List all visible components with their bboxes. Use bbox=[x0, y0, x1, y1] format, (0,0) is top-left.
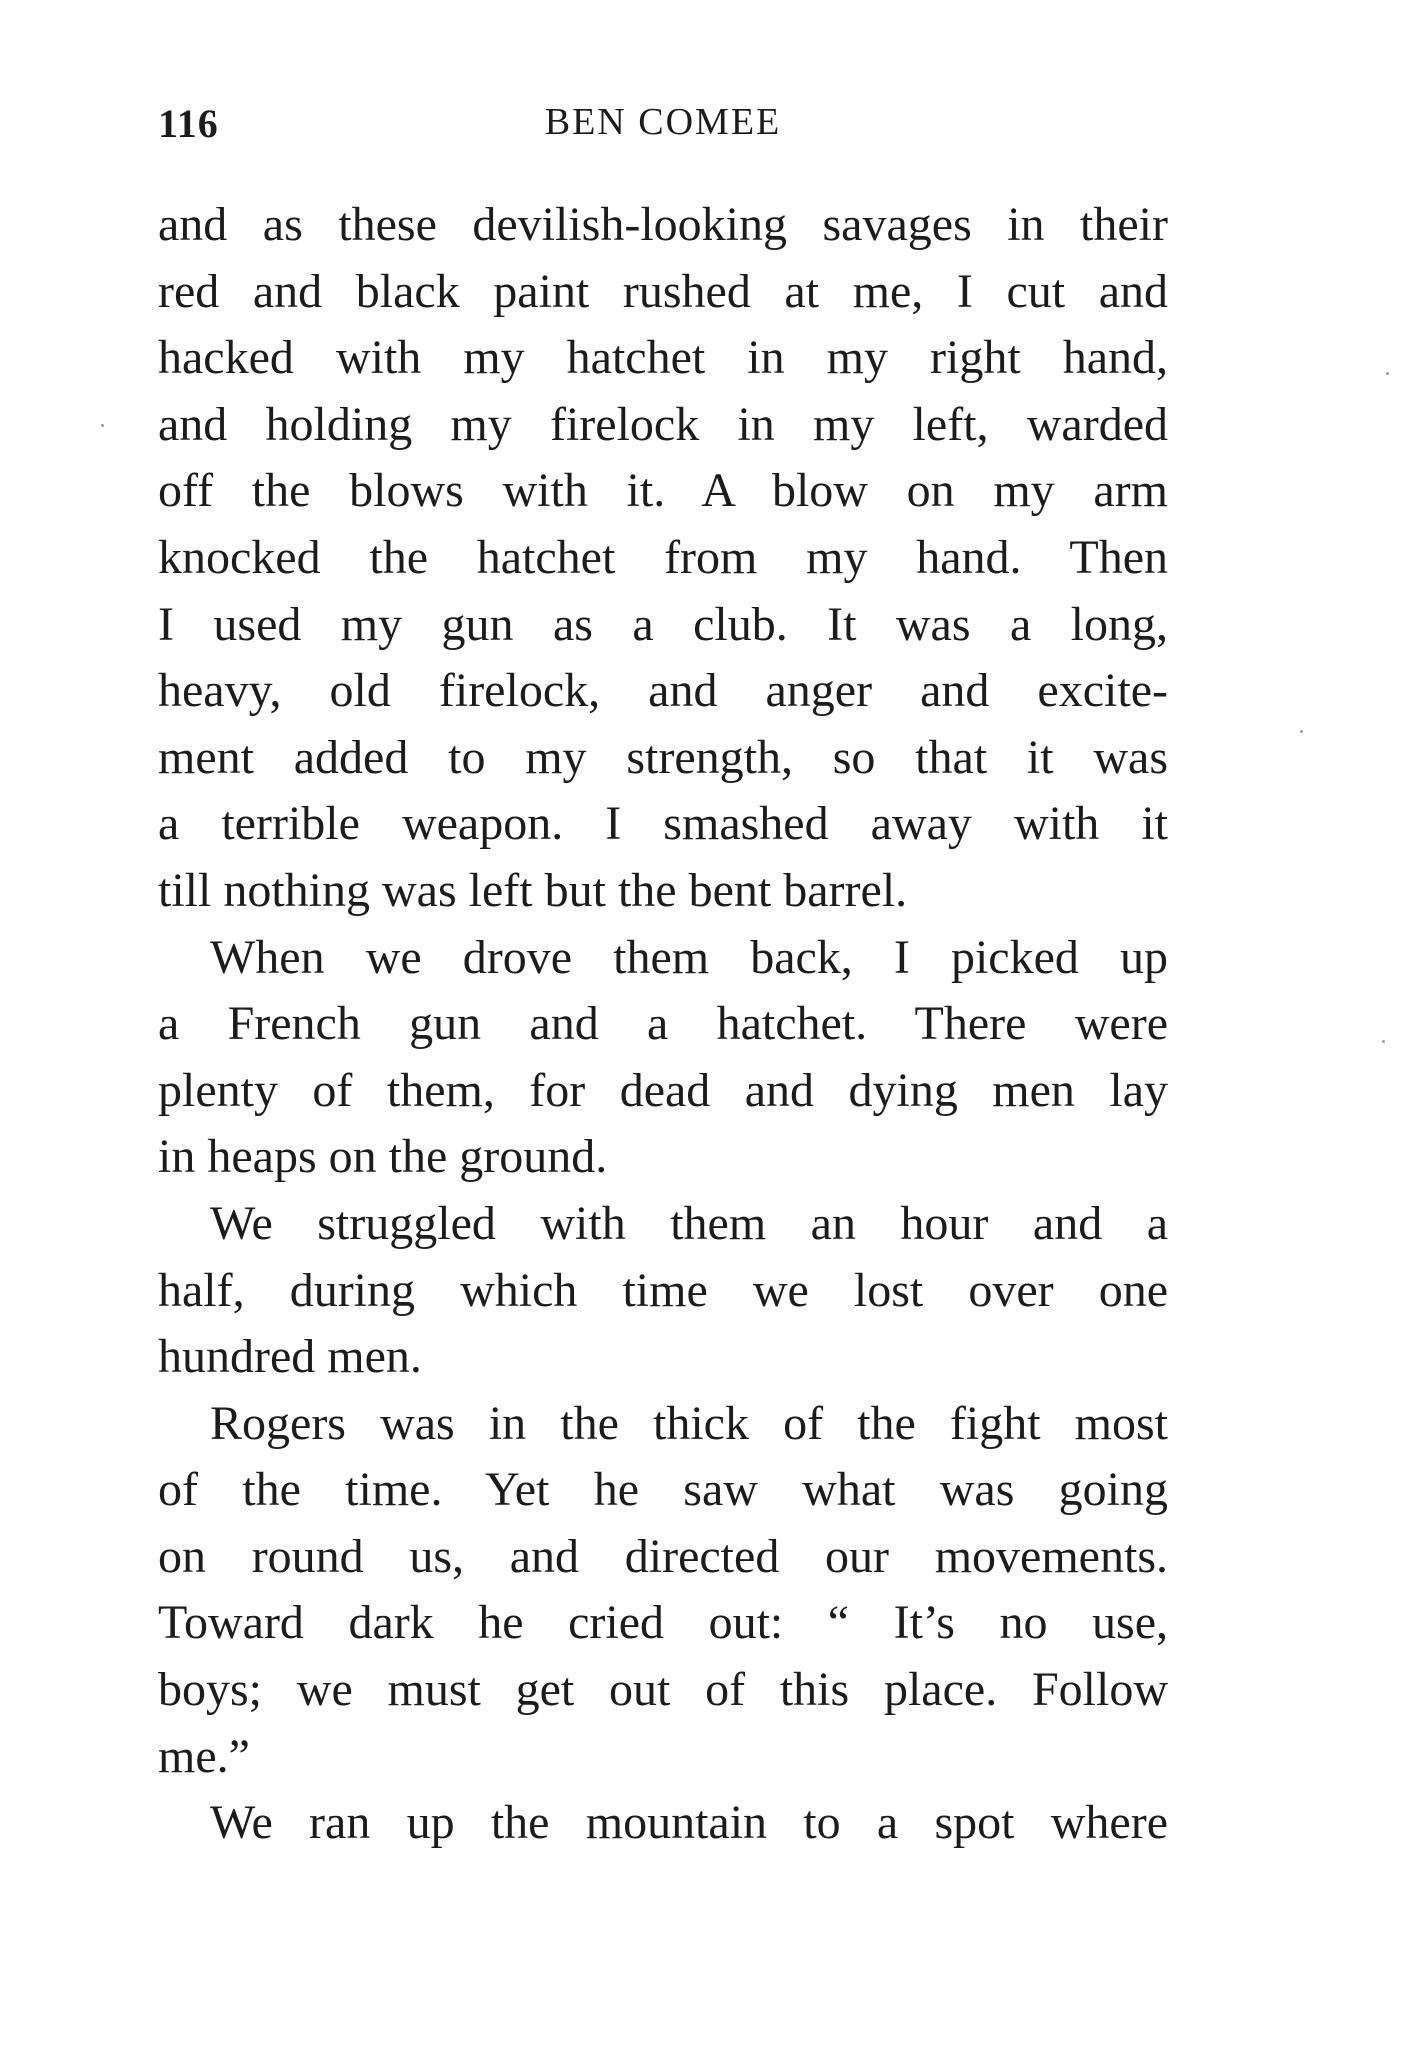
text-line: plenty of them, for dead and dying men lay bbox=[158, 1063, 1168, 1117]
page-header bbox=[158, 100, 1168, 160]
paper-speck bbox=[101, 424, 104, 427]
text-line: Toward dark he cried out: “ It’s no use, bbox=[158, 1596, 1168, 1650]
text-line: half, during which time we lost over one bbox=[158, 1263, 1168, 1317]
text-line: knocked the hatchet from my hand. Then bbox=[158, 530, 1168, 584]
text-line: on round us, and directed our movements. bbox=[158, 1529, 1168, 1583]
text-line: hacked with my hatchet in my right hand, bbox=[158, 331, 1168, 385]
text-line: and holding my firelock in my left, warded bbox=[158, 397, 1168, 451]
text-line: in heaps on the ground. bbox=[158, 1130, 608, 1184]
text-line: till nothing was left but the bent barrel. bbox=[158, 863, 908, 917]
text-line: boys; we must get out of this place. Follow bbox=[158, 1663, 1168, 1717]
paragraph-first-line: When we drove them back, I picked up bbox=[210, 930, 1168, 984]
paragraph-first-line: Rogers was in the thick of the fight most bbox=[210, 1396, 1168, 1450]
page-number: 116 bbox=[158, 101, 219, 146]
text-line: red and black paint rushed at me, I cut and bbox=[158, 264, 1168, 318]
text-line: me.” bbox=[158, 1729, 250, 1783]
paragraph-first-line: We struggled with them an hour and a bbox=[210, 1196, 1168, 1250]
running-title: BEN COMEE bbox=[544, 101, 782, 143]
text-line: heavy, old firelock, and anger and excite- bbox=[158, 664, 1168, 718]
text-line: and as these devilish-looking savages in their bbox=[158, 198, 1168, 251]
text-line: ment added to my strength, so that it was bbox=[158, 730, 1168, 784]
text-line: hundred men. bbox=[158, 1330, 422, 1384]
text-line: I used my gun as a club. It was a long, bbox=[158, 597, 1168, 651]
paper-speck bbox=[1300, 730, 1303, 733]
text-line: a terrible weapon. I smashed away with it bbox=[158, 797, 1168, 851]
paragraph-first-line: We ran up the mountain to a spot where bbox=[210, 1796, 1168, 1850]
text-line: of the time. Yet he saw what was going bbox=[158, 1463, 1168, 1517]
paper-speck bbox=[1386, 372, 1389, 375]
paper-speck bbox=[1382, 1040, 1385, 1043]
text-line: a French gun and a hatchet. There were bbox=[158, 997, 1168, 1051]
text-line: off the blows with it. A blow on my arm bbox=[158, 464, 1168, 518]
body-text bbox=[158, 192, 1168, 1857]
